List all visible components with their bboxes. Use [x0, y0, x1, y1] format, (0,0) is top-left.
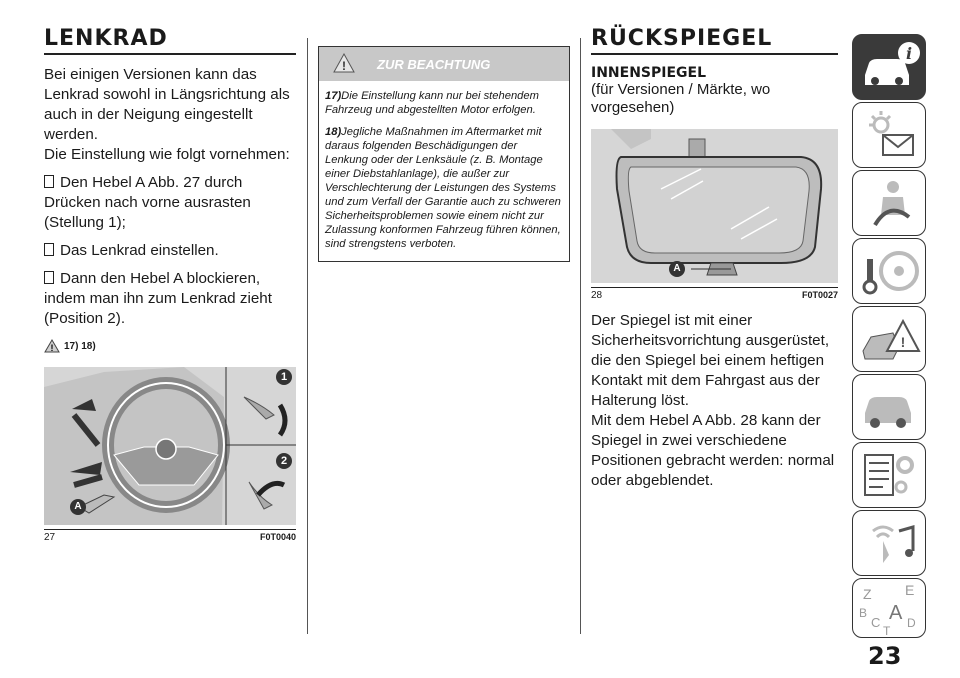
mirror-section	[591, 0, 838, 491]
title-rule	[44, 53, 296, 55]
tab-emergency[interactable]	[852, 306, 926, 372]
section-title: LENKRAD	[44, 26, 168, 51]
warning-note: 18)Jegliche Maßnahmen im Aftermarket mit daraus folgenden Beschädigungen der Lenkung oder der Lenksäule (z. B. Montage einer Diebstahlanlage), die außer zur Verschlechterung der Leistungen des Systems und zum Verfall der Garantie auch zu schweren Sicherheitsproblemen sowie einem nicht zur Zulassung konformen Fahrzeug führen können, sind strengstens verboten.	[325, 126, 561, 250]
index-letter: C	[871, 615, 881, 630]
svg-text:!: !	[342, 59, 346, 73]
figure-caption	[591, 287, 838, 301]
tab-multimedia[interactable]	[852, 510, 926, 576]
intro-text-2: Die Einstellung wie folgt vornehmen:	[44, 146, 290, 163]
figure-code: F0T0027	[801, 290, 838, 300]
svg-text:!: !	[900, 334, 906, 350]
figure-caption	[44, 529, 296, 543]
dashboard-lights-icon	[853, 103, 925, 167]
index-icon	[853, 579, 925, 637]
marker-2: 2	[276, 453, 292, 469]
index-letter: E	[905, 582, 915, 598]
column-divider	[580, 38, 581, 634]
technical-data-icon	[853, 443, 925, 507]
car-info-icon	[853, 35, 925, 99]
bullet-item: Den Hebel A Abb. 27 durch Drücken nach vorne ausrasten (Stellung 1);	[44, 174, 251, 231]
index-letter: Z	[863, 586, 872, 602]
figure-27-steering-wheel	[44, 367, 296, 525]
tab-safety[interactable]	[852, 170, 926, 236]
tab-car-info[interactable]	[852, 34, 926, 100]
warning-triangle-icon	[333, 53, 355, 73]
marker-1: 1	[276, 369, 292, 385]
index-letter: T	[883, 624, 891, 637]
checkbox-bullet-icon	[44, 175, 54, 188]
page-number: 23	[868, 642, 902, 670]
bullet-item: Das Lenkrad einstellen.	[44, 241, 296, 261]
subsection-title: INNENSPIEGEL	[591, 65, 707, 81]
tab-key-steering[interactable]	[852, 238, 926, 304]
warning-section	[318, 0, 570, 262]
warning-box-header	[319, 47, 569, 81]
checkbox-bullet-icon	[44, 271, 54, 284]
tab-technical-data[interactable]	[852, 442, 926, 508]
warning-reference	[44, 339, 296, 353]
warning-box-title: ZUR BEACHTUNG	[377, 57, 491, 72]
svg-text:i: i	[905, 44, 913, 63]
column-divider	[307, 38, 308, 634]
intro-text: Bei einigen Versionen kann das Lenkrad sowohl in Längsrichtung als auch in der Neigung eingestellt werden.	[44, 66, 290, 143]
emergency-icon	[853, 307, 925, 371]
steering-section	[44, 0, 296, 543]
tab-maintenance[interactable]	[852, 374, 926, 440]
index-letter: D	[907, 616, 916, 630]
key-steering-icon	[853, 239, 925, 303]
subsection-note: (für Versionen / Märkte, wo vorgesehen)	[591, 81, 771, 116]
bullet-item: Dann den Hebel A blockieren, indem man ihn zum Lenkrad zieht (Position 2).	[44, 270, 272, 327]
marker-a: A	[669, 261, 685, 277]
body-text: Der Spiegel ist mit einer Sicherheitsvorrichtung ausgerüstet, die den Spiegel bei einem heftigen Kontakt mit dem Fahrgast aus der Halterung löst.	[591, 312, 830, 409]
maintenance-icon	[853, 375, 925, 439]
rearview-mirror-illustration	[591, 129, 838, 283]
index-letter: B	[859, 606, 868, 620]
warning-note: 17)Die Einstellung kann nur bei stehendem Fahrzeug und abgestellten Motor erfolgen.	[325, 90, 539, 116]
warning-box-body	[319, 81, 569, 261]
figure-code: F0T0040	[259, 532, 296, 542]
tab-dashboard-lights[interactable]	[852, 102, 926, 168]
checkbox-bullet-icon	[44, 243, 54, 256]
svg-text:!: !	[50, 343, 54, 353]
body-text-2: Mit dem Hebel A Abb. 28 kann der Spiegel in zwei verschiedene Positionen gebracht werden: normal oder abgeblendet.	[591, 412, 835, 489]
marker-a: A	[70, 499, 86, 515]
safety-airbag-icon	[853, 171, 925, 235]
section-title: RÜCKSPIEGEL	[591, 26, 773, 51]
warning-box	[318, 46, 570, 262]
warning-triangle-icon	[44, 339, 60, 353]
title-rule	[591, 53, 838, 55]
tab-index[interactable]	[852, 578, 926, 638]
figure-number: 27	[44, 532, 56, 543]
index-letter: A	[889, 602, 903, 624]
warning-reference-text: 17) 18)	[64, 340, 96, 352]
figure-number: 28	[591, 290, 603, 301]
multimedia-icon	[853, 511, 925, 575]
figure-28-mirror	[591, 129, 838, 283]
